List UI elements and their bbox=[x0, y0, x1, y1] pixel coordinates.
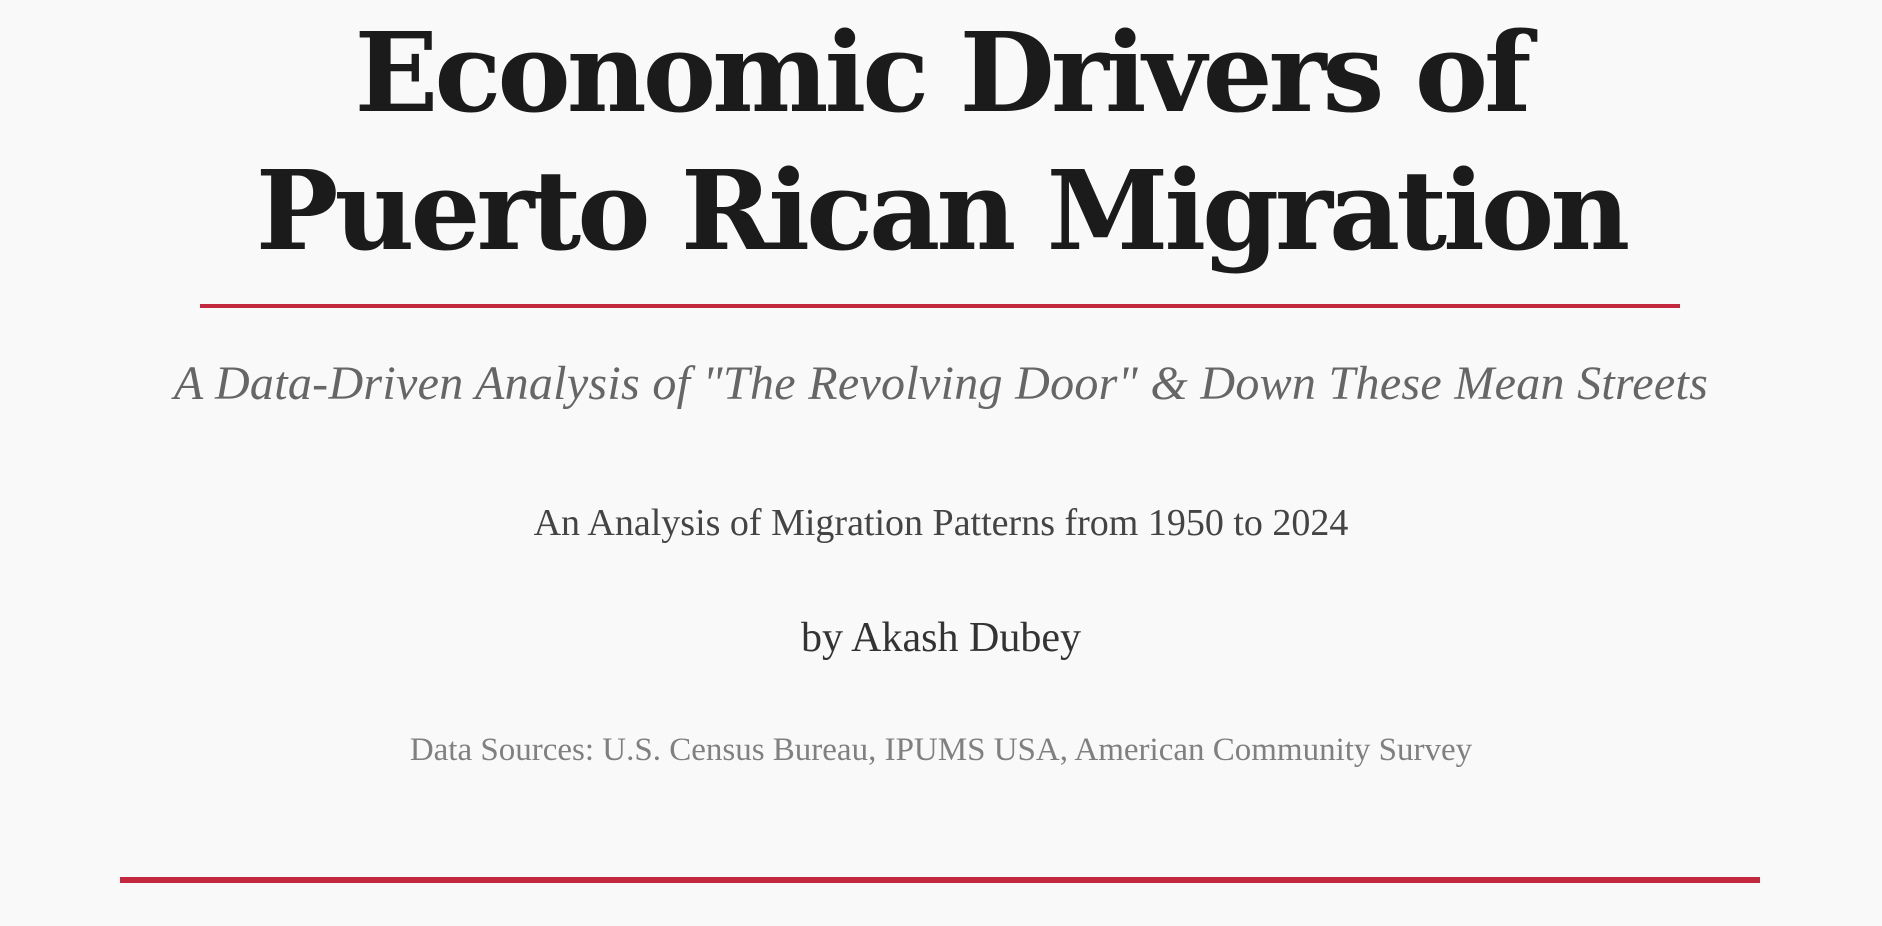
page-subtitle: A Data-Driven Analysis of "The Revolving Door" & Down These Mean Streets bbox=[173, 357, 1709, 410]
bottom-divider bbox=[120, 877, 1760, 883]
author-byline: by Akash Dubey bbox=[801, 615, 1081, 661]
page-title: Economic Drivers of Puerto Rican Migration bbox=[255, 8, 1627, 275]
title-divider bbox=[200, 304, 1680, 308]
analysis-description: An Analysis of Migration Patterns from 1950 to 2024 bbox=[533, 502, 1349, 544]
data-sources-note: Data Sources: U.S. Census Bureau, IPUMS USA, American Community Survey bbox=[409, 732, 1473, 768]
